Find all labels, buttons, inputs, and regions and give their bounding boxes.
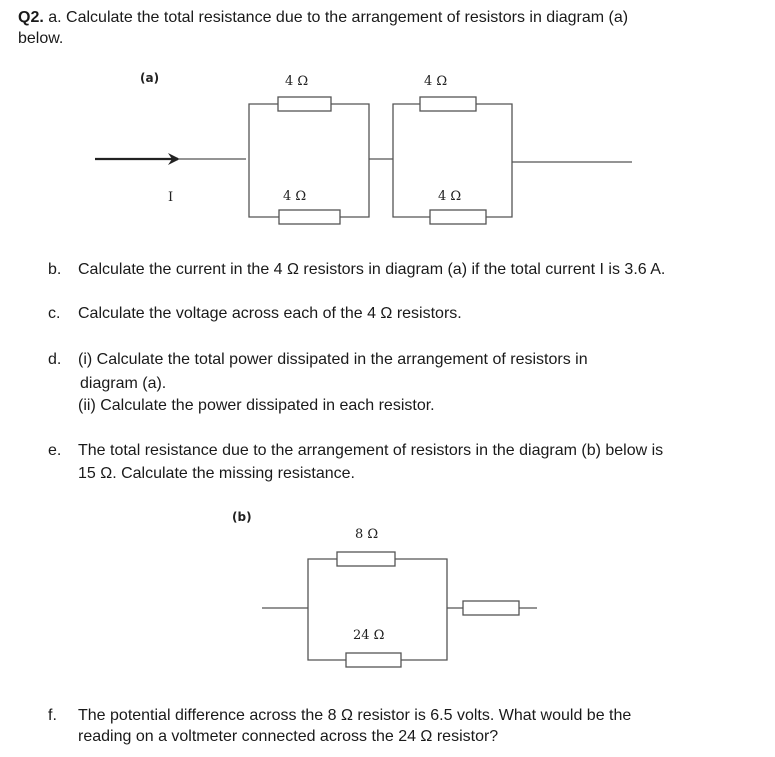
resistor-bottom-right-label: 4 Ω: [438, 189, 462, 204]
diagram-b-tag: (b): [232, 510, 252, 524]
resistor-8-ohm: [337, 552, 395, 566]
part-c-text: Calculate the voltage across each of the 4 Ω resistors.: [78, 305, 462, 322]
parallel-block-b-wire: [308, 559, 463, 660]
part-f-letter: f.: [48, 707, 57, 724]
resistor-missing: [463, 601, 519, 615]
diagram-a-tag: (a): [140, 71, 160, 85]
resistor-bottom-left: [279, 210, 340, 224]
resistor-24-ohm: [346, 653, 401, 667]
part-b-letter: b.: [48, 261, 62, 278]
resistor-top-right: [420, 97, 476, 111]
resistor-top-left-label: 4 Ω: [285, 74, 309, 89]
part-d-line-3: (ii) Calculate the power dissipated in each resistor.: [78, 397, 435, 414]
resistor-bottom-left-label: 4 Ω: [283, 189, 307, 204]
circuit-diagram-b: [0, 500, 775, 700]
resistor-8-ohm-label: 8 Ω: [355, 527, 379, 542]
part-d-line-2: diagram (a).: [80, 375, 167, 392]
part-f-line-2: reading on a voltmeter connected across the 24 Ω resistor?: [78, 728, 499, 745]
part-c-letter: c.: [48, 305, 61, 322]
resistor-24-ohm-label: 24 Ω: [353, 628, 385, 643]
part-e-letter: e.: [48, 442, 62, 459]
part-d-letter: d.: [48, 351, 62, 368]
parallel-block-left-wire: [249, 104, 369, 217]
part-b-text: Calculate the current in the 4 Ω resistors in diagram (a) if the total current I is 3.6 A.: [78, 261, 666, 278]
resistor-bottom-right: [430, 210, 486, 224]
circuit-diagram-a: [0, 0, 775, 250]
question-number: Q2.: [18, 9, 44, 26]
part-a-text-continued: below.: [18, 30, 64, 47]
part-a-text: a. Calculate the total resistance due to the arrangement of resistors in diagram (a): [43, 9, 629, 26]
resistor-top-left: [278, 97, 331, 111]
part-e-line-2: 15 Ω. Calculate the missing resistance.: [78, 465, 355, 482]
part-d-line-1: (i) Calculate the total power dissipated in the arrangement of resistors in: [78, 351, 588, 368]
current-label: I: [168, 190, 174, 205]
resistor-top-right-label: 4 Ω: [424, 74, 448, 89]
part-e-line-1: The total resistance due to the arrangement of resistors in the diagram (b) below is: [78, 442, 664, 459]
part-f-line-1: The potential difference across the 8 Ω resistor is 6.5 volts. What would be the: [78, 707, 632, 724]
